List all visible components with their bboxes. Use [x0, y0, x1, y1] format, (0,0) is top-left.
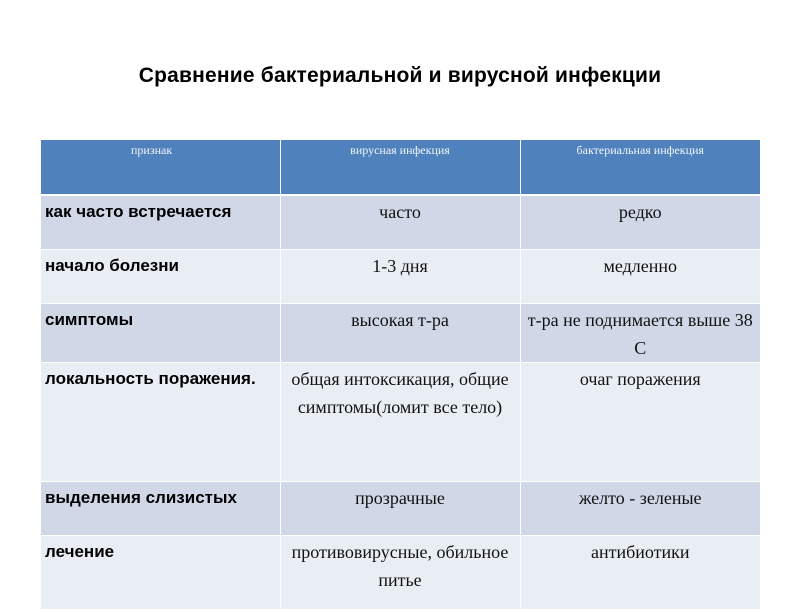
comparison-table — [41, 140, 760, 610]
table-row — [41, 304, 760, 363]
table-row — [41, 250, 760, 304]
row-feature: начало болезни — [41, 250, 280, 304]
row-feature: локальность поражения. — [41, 363, 280, 482]
row-viral: 1-3 дня — [280, 250, 520, 304]
row-feature: симптомы — [41, 304, 280, 363]
table-row — [41, 195, 760, 250]
row-viral: прозрачные — [280, 482, 520, 536]
row-bacterial: желто - зеленые — [520, 482, 760, 536]
row-bacterial: антибиотики — [520, 536, 760, 610]
table-row — [41, 363, 760, 482]
row-bacterial: медленно — [520, 250, 760, 304]
header-viral: вирусная инфекция — [280, 140, 520, 195]
header-bacterial: бактериальная инфекция — [520, 140, 760, 195]
table-row — [41, 536, 760, 610]
page-title: Сравнение бактериальной и вирусной инфекции — [138, 64, 662, 87]
row-viral: часто — [280, 195, 520, 250]
row-bacterial: т-ра не поднимается выше 38 С — [520, 304, 760, 363]
row-bacterial: редко — [520, 195, 760, 250]
header-feature: признак — [41, 140, 280, 195]
row-viral: высокая т-ра — [280, 304, 520, 363]
row-viral: общая интоксикация, общие симптомы(ломит все тело) — [280, 363, 520, 482]
row-feature: лечение — [41, 536, 280, 610]
row-bacterial: очаг поражения — [520, 363, 760, 482]
row-feature: как часто встречается — [41, 195, 280, 250]
row-viral: противовирусные, обильное питье — [280, 536, 520, 610]
table-row — [41, 482, 760, 536]
table-header-row — [41, 140, 760, 195]
row-feature: выделения слизистых — [41, 482, 280, 536]
